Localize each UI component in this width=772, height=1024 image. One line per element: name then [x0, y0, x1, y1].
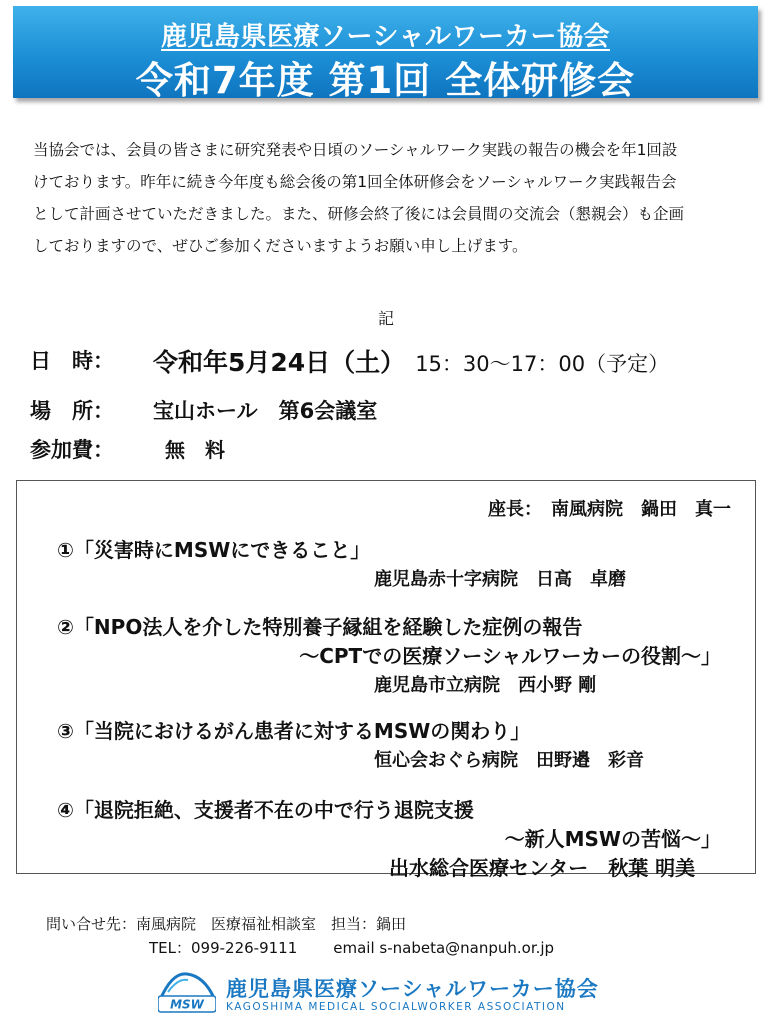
presentation-item — [57, 611, 747, 697]
program-box — [16, 480, 756, 880]
presentation-speaker: 出水総合医療センター 秋葉 明美 — [389, 856, 696, 880]
contact-line: 問い合せ先：南風病院 医療福祉相談室 担当：鍋田 — [46, 915, 407, 933]
date-value: 令和年5月24日（土） — [153, 348, 406, 377]
fee-label: 参加費： — [30, 438, 114, 462]
ki-heading: 記 — [377, 309, 394, 328]
presentation-title: ③「当院におけるがん患者に対するMSWの関わり」 — [57, 719, 531, 743]
intro-paragraph — [33, 134, 753, 262]
contact-tel: TEL：099-226-9111 — [149, 939, 298, 957]
title-banner — [13, 6, 758, 102]
intro-line: けております。昨年に続き今年度も総会後の第1回全体研修会をソーシャルワーク実践報告会 — [33, 173, 677, 191]
logo-text: MSW — [170, 997, 204, 1012]
organization-name: 鹿児島県医療ソーシャルワーカー協会 — [161, 22, 610, 52]
presentation-item — [57, 534, 747, 591]
presentation-subtitle: ～CPTでの医療ソーシャルワーカーの役割～」 — [299, 644, 721, 668]
contact-email: email s-nabeta@nanpuh.or.jp — [333, 939, 555, 957]
time-value: 15：30～17：00（予定） — [415, 352, 670, 376]
place-value: 宝山ホール 第6会議室 — [153, 399, 378, 423]
presentation-title: ①「災害時にMSWにできること」 — [57, 538, 371, 562]
date-label: 日 時： — [30, 349, 114, 373]
place-label: 場 所： — [30, 399, 114, 423]
date-value-group — [153, 343, 669, 379]
presentation-item — [57, 794, 747, 881]
chairperson: 座長： 南風病院 鍋田 真一 — [488, 499, 731, 520]
msw-logo-icon — [158, 970, 216, 1014]
contact-info — [46, 912, 554, 960]
intro-line: しておりますので、ぜひご参加くださいますようお願い申し上げます。 — [33, 237, 528, 255]
presentation-item — [57, 715, 747, 772]
presentation-subtitle: ～新人MSWの苦悩～」 — [504, 827, 721, 851]
presentation-speaker: 鹿児島赤十字病院 日高 卓磨 — [374, 569, 626, 590]
contact-line-2 — [46, 936, 554, 960]
fee-value: 無 料 — [165, 438, 225, 462]
presentation-speaker: 恒心会おぐら病院 田野邉 彩音 — [374, 750, 644, 771]
presentation-title: ④「退院拒絶、支援者不在の中で行う退院支援 — [57, 798, 474, 822]
footer-org-jp: 鹿児島県医療ソーシャルワーカー協会 — [226, 977, 599, 1001]
presentation-speaker: 鹿児島市立病院 西小野 剛 — [374, 675, 597, 696]
footer-logo-block — [158, 968, 618, 1018]
footer-org-en: KAGOSHIMA MEDICAL SOCIALWORKER ASSOCIATION — [226, 1001, 566, 1013]
presentation-title: ②「NPO法人を介した特別養子縁組を経験した症例の報告 — [57, 615, 583, 639]
intro-line: 当協会では、会員の皆さまに研究発表や日頃のソーシャルワーク実践の報告の機会を年1回設 — [33, 141, 678, 159]
intro-line: として計画させていただきました。また、研修会終了後には会員間の交流会（懇親会）も企画 — [33, 205, 685, 223]
page-title: 令和7年度 第1回 全体研修会 — [135, 59, 636, 102]
